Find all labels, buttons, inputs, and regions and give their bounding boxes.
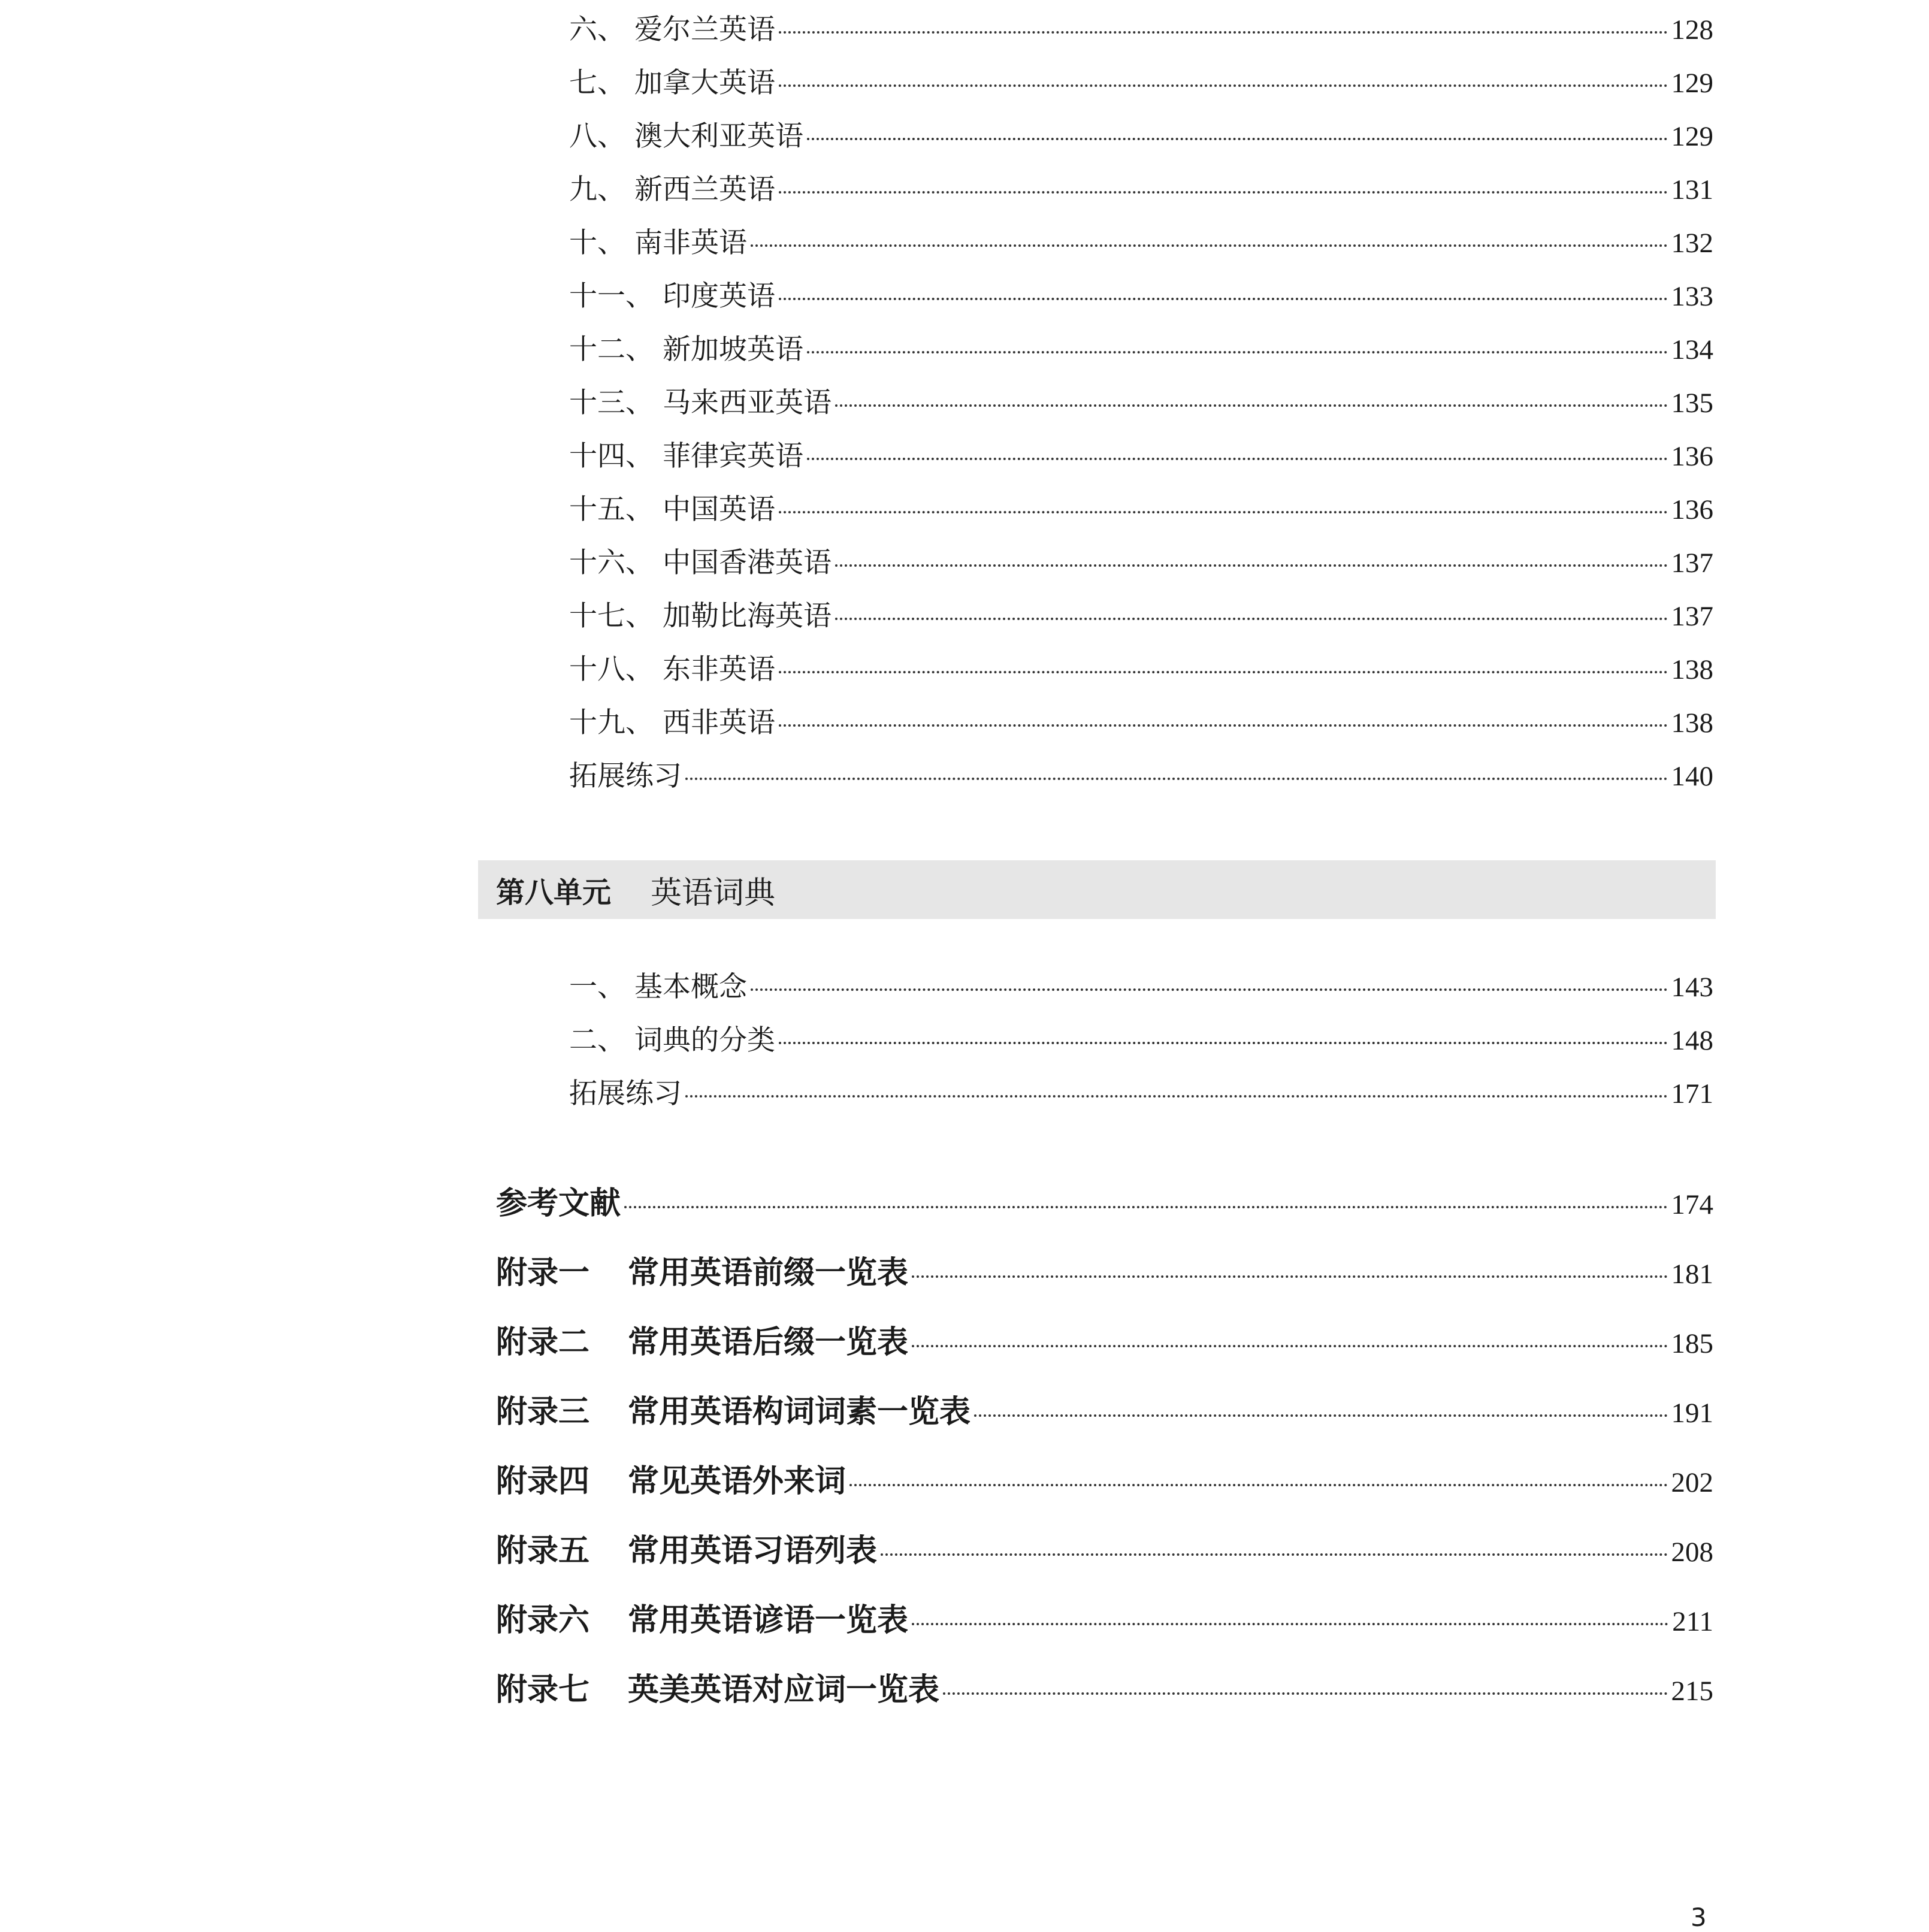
- appendix-entry[interactable]: [496, 1664, 1713, 1708]
- entry-page: 138: [1671, 708, 1713, 739]
- entry-title: 英美英语对应词一览表: [628, 1672, 940, 1708]
- entry-label: [496, 1386, 970, 1431]
- toc-entry[interactable]: [569, 167, 1713, 206]
- entry-page: 148: [1671, 1025, 1713, 1056]
- entry-label: [496, 1595, 908, 1640]
- entry-page: 181: [1671, 1259, 1713, 1290]
- toc-entry[interactable]: [569, 965, 1713, 1003]
- page-number: 3: [1691, 1903, 1707, 1932]
- entry-label: [496, 1247, 908, 1292]
- leader-dots: [912, 1275, 1667, 1278]
- entry-prefix: 附录七: [496, 1672, 590, 1708]
- entry-page: 129: [1671, 121, 1713, 152]
- toc-entry[interactable]: [569, 594, 1713, 633]
- entry-page: 132: [1671, 228, 1713, 259]
- entry-page: 143: [1671, 972, 1713, 1003]
- toc-entry[interactable]: [569, 434, 1713, 473]
- leader-dots: [685, 1095, 1668, 1097]
- appendix-entry[interactable]: [496, 1247, 1713, 1291]
- entry-label: 十六、 中国香港英语: [569, 546, 832, 579]
- entry-label: 十五、 中国英语: [569, 493, 775, 526]
- leader-dots: [779, 671, 1668, 673]
- entry-page: 136: [1671, 494, 1713, 525]
- entry-title: 常用英语习语列表: [628, 1533, 878, 1569]
- references-entry[interactable]: [496, 1178, 1713, 1222]
- entry-label: 拓展练习: [569, 1077, 682, 1110]
- appendix-entry[interactable]: [496, 1595, 1713, 1638]
- appendix-entry[interactable]: [496, 1525, 1713, 1569]
- leader-dots: [835, 404, 1668, 407]
- leader-dots: [807, 351, 1668, 353]
- leader-dots: [835, 564, 1668, 567]
- entry-title: 常见英语外来词: [628, 1464, 846, 1499]
- entry-label: 六、 爱尔兰英语: [569, 13, 775, 46]
- toc-entry[interactable]: [569, 7, 1713, 46]
- leader-dots: [685, 778, 1668, 780]
- entry-label: [496, 1317, 908, 1362]
- entry-prefix: 附录三: [496, 1394, 590, 1430]
- toc-entry[interactable]: [569, 647, 1713, 686]
- entry-page: 208: [1671, 1537, 1713, 1568]
- entry-label: 拓展练习: [569, 760, 682, 793]
- leader-dots: [751, 244, 1668, 247]
- entry-page: 140: [1671, 761, 1713, 792]
- leader-dots: [849, 1484, 1667, 1486]
- entry-page: 131: [1671, 174, 1713, 205]
- leader-dots: [779, 298, 1668, 300]
- entry-label: [496, 1456, 846, 1501]
- unit-number: 第八单元: [496, 875, 612, 909]
- leader-dots: [807, 458, 1668, 460]
- entry-title: 常用英语后缀一览表: [628, 1325, 909, 1360]
- leader-dots: [974, 1414, 1667, 1417]
- toc-entry[interactable]: [569, 61, 1713, 99]
- leader-dots: [779, 191, 1668, 193]
- entry-prefix: 附录四: [496, 1464, 590, 1499]
- toc-entry[interactable]: [569, 1071, 1713, 1110]
- toc-entry[interactable]: [569, 1018, 1713, 1057]
- entry-label: 七、 加拿大英语: [569, 66, 775, 99]
- entry-page: 136: [1671, 441, 1713, 472]
- entry-page: 171: [1671, 1078, 1713, 1109]
- entry-label: 十四、 菲律宾英语: [569, 440, 803, 473]
- entry-page: 135: [1671, 388, 1713, 419]
- unit-header[interactable]: [478, 860, 1716, 919]
- entry-label: 十一、 印度英语: [569, 280, 775, 313]
- entry-label: 九、 新西兰英语: [569, 173, 775, 206]
- entry-label: 八、 澳大利亚英语: [569, 120, 803, 153]
- toc-entry[interactable]: [569, 700, 1713, 739]
- entry-page: 129: [1671, 68, 1713, 99]
- appendix-entry[interactable]: [496, 1456, 1713, 1499]
- leader-dots: [835, 618, 1668, 620]
- entry-page: 185: [1671, 1328, 1713, 1359]
- leader-dots: [881, 1553, 1667, 1556]
- entry-label: [496, 1525, 877, 1570]
- entry-page: 202: [1671, 1467, 1713, 1498]
- leader-dots: [779, 84, 1668, 87]
- entry-label: 十八、 东非英语: [569, 653, 775, 686]
- appendix-entry[interactable]: [496, 1317, 1713, 1360]
- entry-label: [496, 1178, 621, 1223]
- entry-page: 174: [1671, 1189, 1713, 1220]
- leader-dots: [779, 724, 1668, 727]
- leader-dots: [624, 1206, 1667, 1208]
- leader-dots: [779, 1042, 1668, 1044]
- entry-page: 138: [1671, 654, 1713, 685]
- entry-prefix: 附录六: [496, 1603, 590, 1638]
- entry-prefix: 附录二: [496, 1325, 590, 1360]
- entry-label: 一、 基本概念: [569, 970, 747, 1003]
- entry-page: 211: [1672, 1606, 1713, 1637]
- toc-entry[interactable]: [569, 220, 1713, 259]
- toc-entry[interactable]: [569, 487, 1713, 526]
- entry-page: 215: [1671, 1676, 1713, 1707]
- toc-entry[interactable]: [569, 540, 1713, 579]
- leader-dots: [912, 1623, 1668, 1625]
- entry-label: 十二、 新加坡英语: [569, 333, 803, 366]
- leader-dots: [807, 138, 1668, 140]
- entry-page: 133: [1671, 281, 1713, 312]
- entry-prefix: 附录一: [496, 1255, 590, 1291]
- entry-label: 二、 词典的分类: [569, 1024, 775, 1057]
- toc-entry[interactable]: [569, 380, 1713, 419]
- entry-label: 十九、 西非英语: [569, 706, 775, 739]
- entry-label: [496, 1664, 939, 1709]
- toc-entry[interactable]: [569, 327, 1713, 366]
- entry-label: 十七、 加勒比海英语: [569, 600, 832, 633]
- unit-title: 英语词典: [651, 875, 776, 911]
- entry-page: 137: [1671, 548, 1713, 579]
- leader-dots: [751, 988, 1668, 991]
- toc-entry[interactable]: [569, 114, 1713, 153]
- leader-dots: [912, 1345, 1667, 1347]
- leader-dots: [943, 1692, 1667, 1695]
- leader-dots: [779, 31, 1668, 34]
- entry-prefix: 参考文献: [496, 1186, 621, 1222]
- entry-page: 137: [1671, 601, 1713, 632]
- leader-dots: [779, 511, 1668, 513]
- entry-title: 常用英语构词词素一览表: [628, 1394, 971, 1430]
- entry-title: 常用英语谚语一览表: [628, 1603, 909, 1638]
- entry-label: 十三、 马来西亚英语: [569, 386, 832, 419]
- entry-page: 128: [1671, 14, 1713, 46]
- toc-entry[interactable]: [569, 754, 1713, 793]
- entry-label: 十、 南非英语: [569, 226, 747, 259]
- appendix-entry[interactable]: [496, 1386, 1713, 1430]
- entry-page: 191: [1671, 1398, 1713, 1429]
- entry-prefix: 附录五: [496, 1533, 590, 1569]
- entry-page: 134: [1671, 334, 1713, 365]
- toc-entry[interactable]: [569, 274, 1713, 313]
- entry-title: 常用英语前缀一览表: [628, 1255, 909, 1291]
